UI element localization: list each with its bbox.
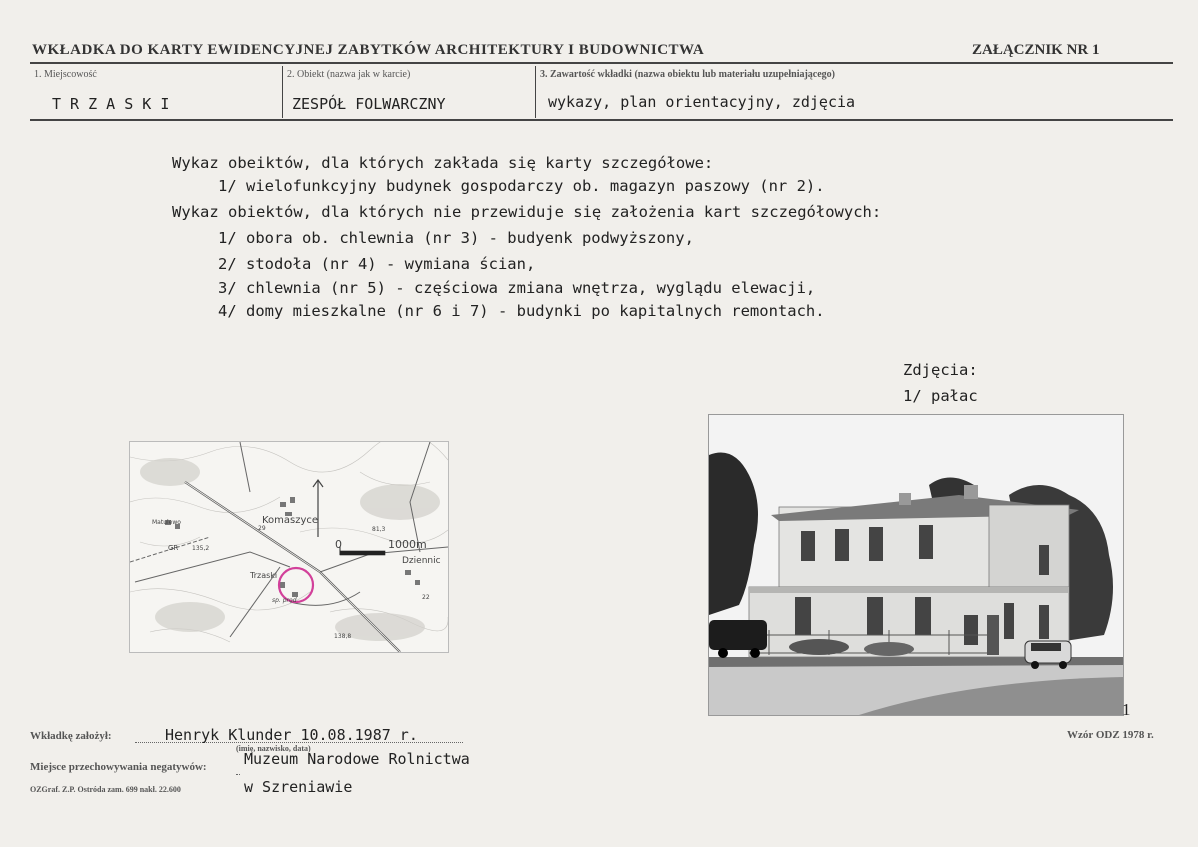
form-number: Wzór ODZ 1978 r. bbox=[1067, 729, 1154, 741]
contents-value: wykazy, plan orientacyjny, zdjęcia bbox=[548, 93, 856, 111]
map-label-elevation: 22 bbox=[422, 594, 430, 601]
document-title: WKŁADKA DO KARTY EWIDENCYJNEJ ZABYTKÓW ARCHITEKTURY I BUDOWNICTWA bbox=[32, 42, 705, 58]
field-divider-2 bbox=[535, 66, 536, 118]
photos-item: 1/ pałac bbox=[903, 387, 978, 405]
founder-label: Wkładkę założył: bbox=[30, 730, 112, 742]
photos-heading: Zdjęcia: bbox=[903, 361, 978, 379]
detailed-list-heading: Wykaz obeiktów, dla których zakłada się karty szczegółowe: bbox=[172, 154, 714, 172]
map-label-elevation: 135,2 bbox=[192, 545, 210, 552]
storage-value: Muzeum Narodowe Rolnictwa bbox=[244, 750, 470, 768]
storage-value: w Szreniawie bbox=[244, 778, 353, 796]
founder-sublabel: (imię, nazwisko, data) bbox=[236, 744, 311, 753]
not-detailed-list-item: 3/ chlewnia (nr 5) - częściowa zmiana wnętrza, wyglądu elewacji, bbox=[218, 279, 816, 297]
map-label-scale-zero: 0 bbox=[335, 538, 342, 551]
field-divider-1 bbox=[282, 66, 283, 118]
map-label-trzaski: Trzaski bbox=[250, 571, 278, 580]
map-label-sp-prod: sp. prod bbox=[272, 597, 297, 604]
photo-number: 1 bbox=[1122, 700, 1131, 719]
fields-bottom-rule bbox=[30, 119, 1173, 121]
photo-drawing bbox=[709, 415, 1123, 715]
header-rule bbox=[30, 62, 1173, 64]
map-label-elevation: 138,8 bbox=[334, 633, 352, 640]
map-label-gr: GR bbox=[168, 544, 179, 552]
map-label-elevation: 81,3 bbox=[372, 526, 386, 533]
map-label-komaszyce: Komaszyce bbox=[262, 515, 319, 526]
printer-note: OZGraf. Z.P. Ostróda zam. 699 nakł. 22.600 bbox=[30, 785, 181, 794]
map-label-scale-end: 1000m bbox=[388, 538, 427, 551]
not-detailed-list-heading: Wykaz obiektów, dla których nie przewiduje się założenia kart szczegółowych: bbox=[172, 203, 882, 221]
map-label-elevation: 29 bbox=[258, 525, 266, 532]
storage-label: Miejsce przechowywania negatywów: bbox=[30, 761, 207, 773]
locality-label: 1. Miejscowość bbox=[34, 69, 97, 80]
manor-photograph bbox=[708, 414, 1124, 716]
map-drawing bbox=[130, 442, 448, 652]
not-detailed-list-item: 2/ stodoła (nr 4) - wymiana ścian, bbox=[218, 255, 536, 273]
object-label: 2. Obiekt (nazwa jak w karcie) bbox=[287, 69, 411, 80]
annex-number: ZAŁĄCZNIK NR 1 bbox=[972, 42, 1100, 58]
object-value: ZESPÓŁ FOLWARCZNY bbox=[292, 95, 446, 113]
storage-dotted-line bbox=[236, 774, 240, 775]
orientation-map bbox=[129, 441, 449, 653]
map-label-dziennice: Dziennic bbox=[402, 556, 441, 566]
contents-label: 3. Zawartość wkładki (nazwa obiektu lub materiału uzupełniającego) bbox=[540, 69, 836, 80]
map-label-matulewo: Matulewo bbox=[152, 519, 181, 526]
not-detailed-list-item: 1/ obora ob. chlewnia (nr 3) - budyenk podwyższony, bbox=[218, 229, 694, 247]
not-detailed-list-item: 4/ domy mieszkalne (nr 6 i 7) - budynki po kapitalnych remontach. bbox=[218, 302, 825, 320]
locality-value: T R Z A S K I bbox=[52, 95, 170, 113]
founder-value: Henryk Klunder 10.08.1987 r. bbox=[165, 726, 418, 744]
detailed-list-item: 1/ wielofunkcyjny budynek gospodarczy ob. magazyn paszowy (nr 2). bbox=[218, 177, 825, 195]
